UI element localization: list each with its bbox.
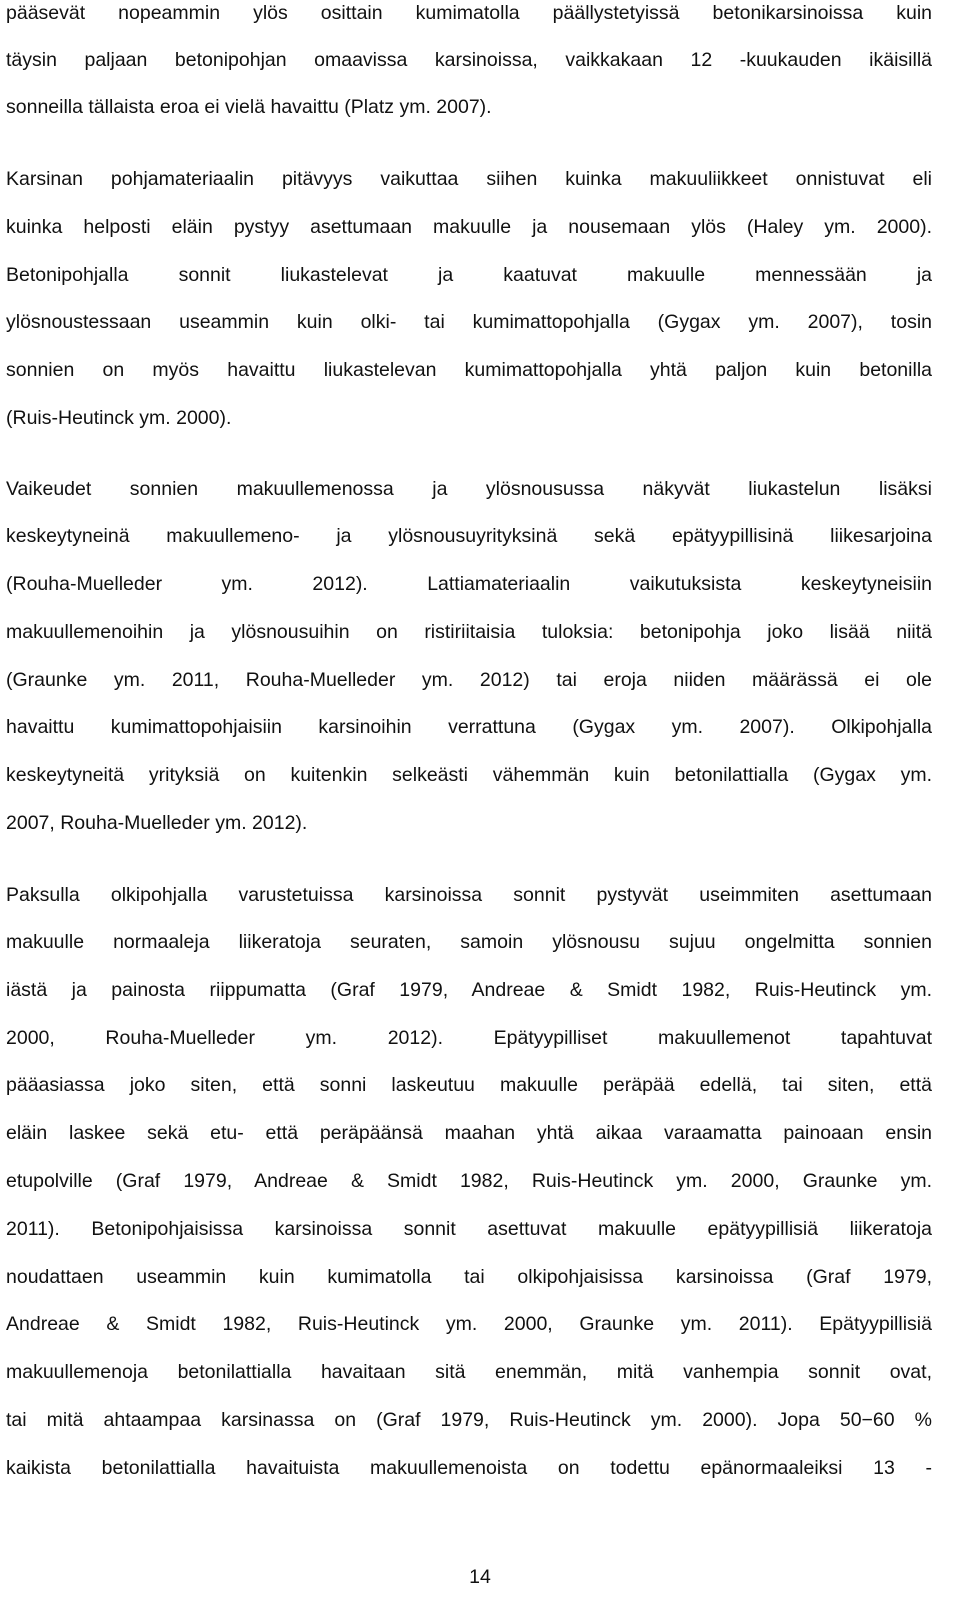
text-line: Karsinan pohjamateriaalin pitävyys vaikuttaa siihen kuinka makuuliikkeet onnistuvat eli — [6, 168, 932, 190]
text-line: sonneilla tällaista eroa ei vielä havaittu (Platz ym. 2007). — [6, 96, 492, 118]
text-line: Vaikeudet sonnien makuullemenossa ja ylösnousussa näkyvät liukastelun lisäksi — [6, 478, 932, 500]
text-line: makuullemenoja betonilattialla havaitaan sitä enemmän, mitä vanhempia sonnit ovat, — [6, 1361, 932, 1383]
text-line: iästä ja painosta riippumatta (Graf 1979, Andreae & Smidt 1982, Ruis-Heutinck ym. — [6, 979, 932, 1001]
text-line: keskeytyneitä yrityksiä on kuitenkin selkeästi vähemmän kuin betonilattialla (Gygax ym. — [6, 764, 932, 786]
text-line: sonnien on myös havaittu liukastelevan kumimattopohjalla yhtä paljon kuin betonilla — [6, 359, 932, 381]
text-line: eläin laskee sekä etu- että peräpäänsä maahan yhtä aikaa varaamatta painoaan ensin — [6, 1122, 932, 1144]
text-line: noudattaen useammin kuin kumimatolla tai olkipohjaisissa karsinoissa (Graf 1979, — [6, 1266, 932, 1288]
text-line: 2011). Betonipohjaisissa karsinoissa sonnit asettuvat makuulle epätyypillisiä liikeratoja — [6, 1218, 932, 1240]
text-line: makuulle normaaleja liikeratoja seuraten, samoin ylösnousu sujuu ongelmitta sonnien — [6, 931, 932, 953]
text-line: (Rouha-Muelleder ym. 2012). Lattiamateriaalin vaikutuksista keskeytyneisiin — [6, 573, 932, 595]
text-line: 2000, Rouha-Muelleder ym. 2012). Epätyypilliset makuullemenot tapahtuvat — [6, 1027, 932, 1049]
text-line: keskeytyneinä makuullemeno- ja ylösnousuyrityksinä sekä epätyypillisinä liikesarjoina — [6, 525, 932, 547]
text-line: 2007, Rouha-Muelleder ym. 2012). — [6, 812, 308, 834]
text-line: makuullemenoihin ja ylösnousuihin on ristiriitaisia tuloksia: betonipohja joko lisää niitä — [6, 621, 932, 643]
text-line: Andreae & Smidt 1982, Ruis-Heutinck ym. 2000, Graunke ym. 2011). Epätyypillisiä — [6, 1313, 932, 1335]
text-line: tai mitä ahtaampaa karsinassa on (Graf 1979, Ruis-Heutinck ym. 2000). Jopa 50−60 % — [6, 1409, 932, 1431]
text-line: ylösnoustessaan useammin kuin olki- tai kumimattopohjalla (Gygax ym. 2007), tosin — [6, 311, 932, 333]
text-line: pääsevät nopeammin ylös osittain kumimatolla päällystetyissä betonikarsinoissa kuin — [6, 2, 932, 24]
text-line: täysin paljaan betonipohjan omaavissa karsinoissa, vaikkakaan 12 -kuukauden ikäisillä — [6, 49, 932, 71]
text-line: (Graunke ym. 2011, Rouha-Muelleder ym. 2012) tai eroja niiden määrässä ei ole — [6, 669, 932, 691]
text-line: Betonipohjalla sonnit liukastelevat ja kaatuvat makuulle mennessään ja — [6, 264, 932, 286]
text-line: kuinka helposti eläin pystyy asettumaan makuulle ja nousemaan ylös (Haley ym. 2000). — [6, 216, 932, 238]
text-line: havaittu kumimattopohjaisiin karsinoihin verrattuna (Gygax ym. 2007). Olkipohjalla — [6, 716, 932, 738]
page-number: 14 — [469, 1566, 491, 1588]
text-line: etupolville (Graf 1979, Andreae & Smidt 1982, Ruis-Heutinck ym. 2000, Graunke ym. — [6, 1170, 932, 1192]
text-line: Paksulla olkipohjalla varustetuissa karsinoissa sonnit pystyvät useimmiten asettumaan — [6, 884, 932, 906]
text-line: kaikista betonilattialla havaituista makuullemenoista on todettu epänormaaleiksi 13 - — [6, 1457, 932, 1479]
text-line: pääasiassa joko siten, että sonni laskeutuu makuulle peräpää edellä, tai siten, että — [6, 1074, 932, 1096]
text-line: (Ruis-Heutinck ym. 2000). — [6, 407, 232, 429]
